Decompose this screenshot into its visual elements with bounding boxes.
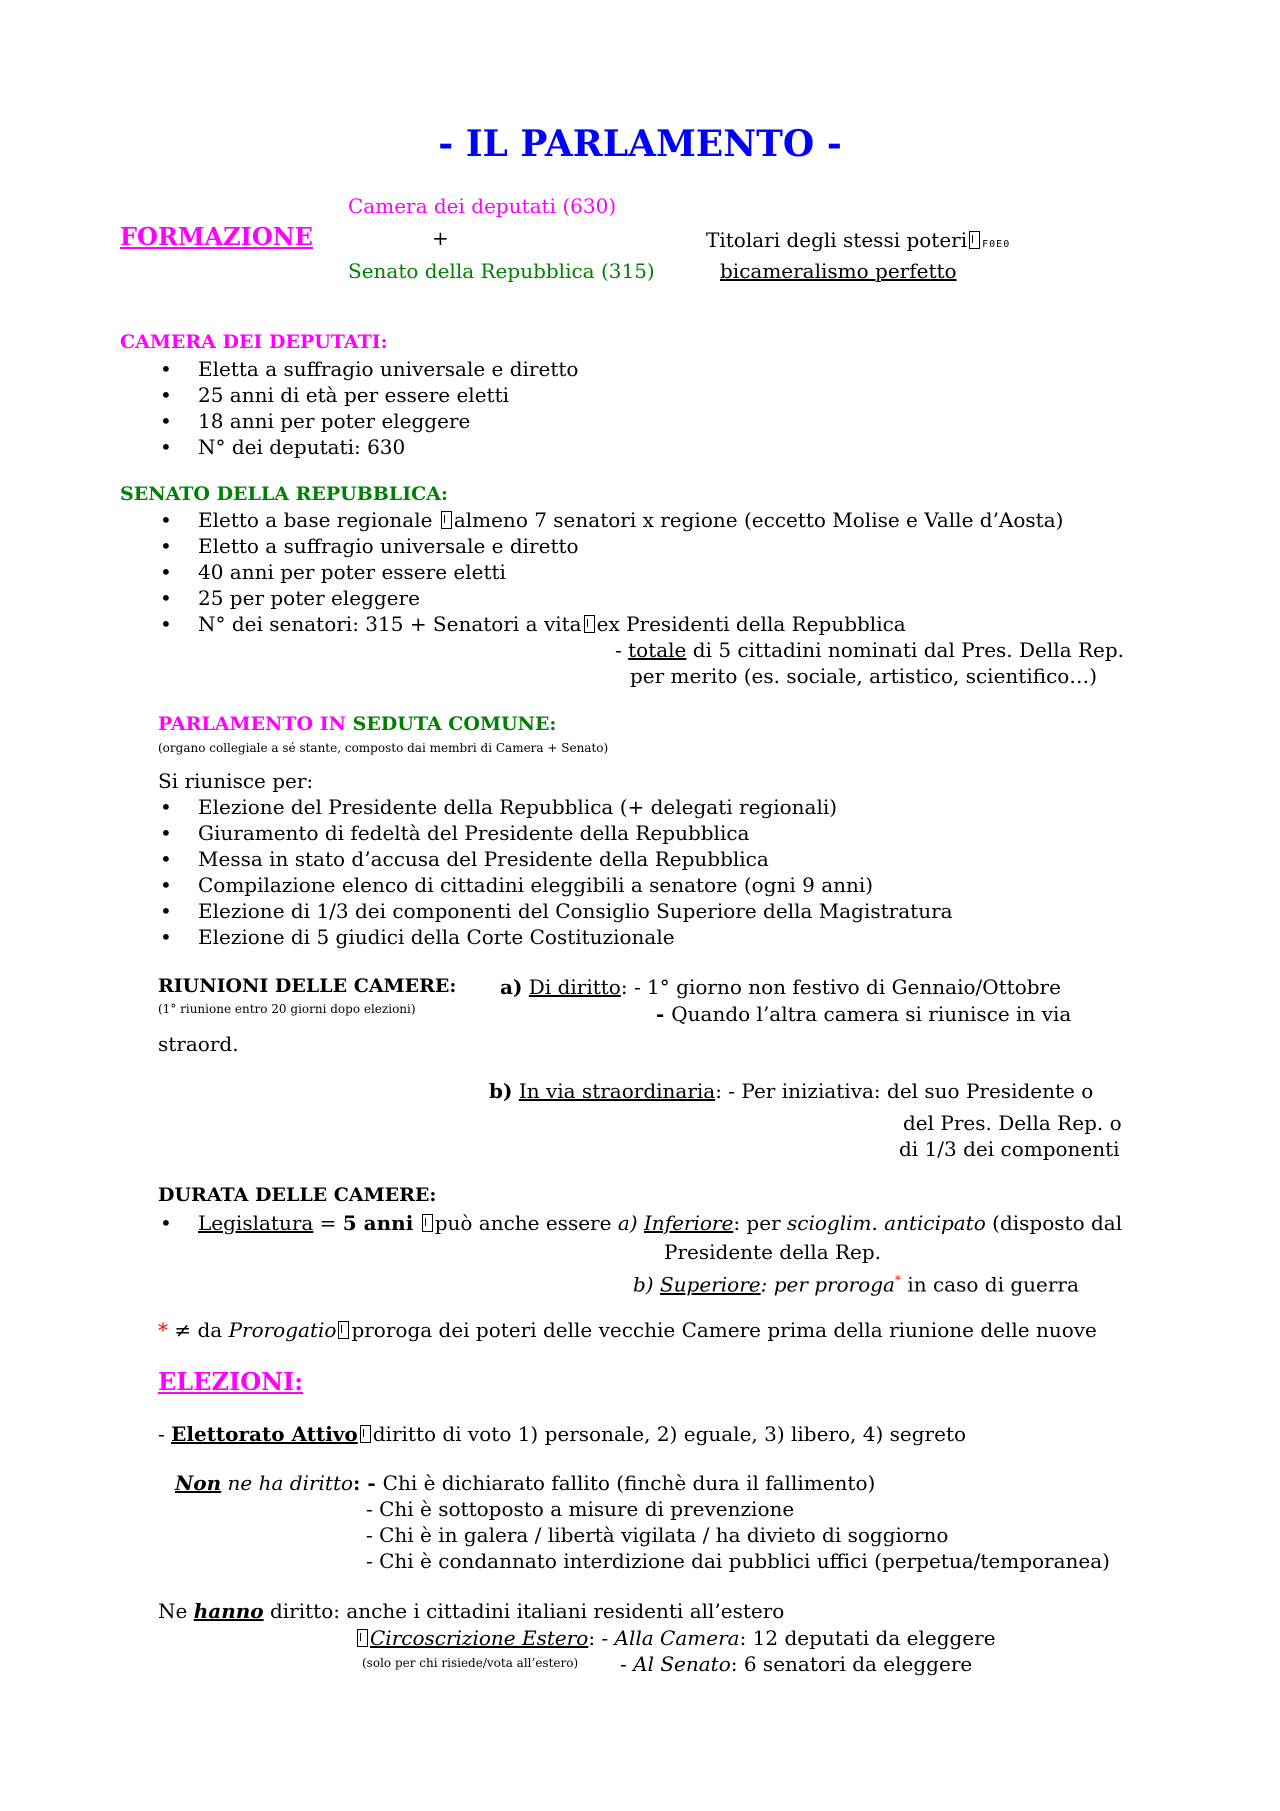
bicameralismo: bicameralismo perfetto (720, 259, 957, 283)
titolari-label: Titolari degli stessi poteri (706, 228, 968, 252)
arrow-glyph-icon (441, 511, 452, 529)
circoscrizione-line: Circoscrizione Estero: - Alla Camera: 12 deputati da eleggere (355, 1625, 996, 1651)
list-item: • Elezione di 1/3 dei componenti del Consiglio Superiore della Magistratura (158, 898, 953, 924)
riunioni-b-line1: b) In via straordinaria: - Per iniziativa: del suo Presidente o (489, 1079, 1094, 1103)
camera-count: Camera dei deputati (630) (348, 194, 617, 218)
senato-sub-line2: per merito (es. sociale, artistico, scientifico…) (630, 664, 1098, 688)
riunioni-b-line3: di 1/3 dei componenti (899, 1137, 1120, 1161)
senato-sub-line1: - totale di 5 cittadini nominati dal Pres. Della Rep. (615, 638, 1125, 662)
plus-sign: + (432, 226, 449, 250)
riunioni-heading: RIUNIONI DELLE CAMERE: (158, 975, 457, 997)
senato-estero-line: - Al Senato: 6 senatori da eleggere (620, 1652, 973, 1676)
list-item: • Eletta a suffragio universale e diretto (158, 356, 578, 382)
senato-list (158, 507, 1063, 637)
durata-a-line2: Presidente della Rep. (664, 1240, 882, 1264)
non-item: - Chi è condannato interdizione dai pubblici uffici (perpetua/temporanea) (366, 1549, 1110, 1573)
camera-heading: CAMERA DEI DEPUTATI: (120, 331, 388, 353)
arrow-glyph-icon (584, 615, 595, 633)
riunioni-a-line1: a) Di diritto: - 1° giorno non festivo di Gennaio/Ottobre (500, 975, 1061, 999)
durata-heading: DURATA DELLE CAMERE: (158, 1184, 437, 1206)
list-item: • Messa in stato d’accusa del Presidente della Repubblica (158, 846, 953, 872)
titolari-text (706, 227, 1010, 258)
straord-text: straord. (158, 1032, 239, 1056)
non-item: - Chi è sottoposto a misure di prevenzione (366, 1497, 795, 1521)
non-ne-ha-diritto: Non ne ha diritto: - Chi è dichiarato fallito (finchè dura il fallimento) (175, 1471, 876, 1495)
circoscrizione-note: (solo per chi risiede/vota all’estero) (362, 1656, 579, 1670)
arrow-glyph-icon (360, 1425, 371, 1443)
list-item: • Elezione di 5 giudici della Corte Costituzionale (158, 924, 953, 950)
list-item: • 25 per poter eleggere (158, 585, 1063, 611)
elettorato-attivo-line: - Elettorato Attivo diritto di voto 1) personale, 2) eguale, 3) libero, 4) segreto (158, 1422, 967, 1446)
non-item: - Chi è in galera / libertà vigilata / ha divieto di soggiorno (366, 1523, 949, 1547)
camera-list (158, 356, 578, 460)
list-item: • 18 anni per poter eleggere (158, 408, 578, 434)
formazione-label: FORMAZIONE (120, 222, 313, 251)
seduta-list (158, 794, 953, 950)
list-item: • N° dei deputati: 630 (158, 434, 578, 460)
list-item: • Eletto a base regionale almeno 7 senatori x regione (eccetto Molise e Valle d’Aosta) (158, 507, 1063, 533)
seduta-heading: PARLAMENTO IN SEDUTA COMUNE: (158, 713, 557, 735)
list-item: • N° dei senatori: 315 + Senatori a vita ex Presidenti della Repubblica (158, 611, 1063, 637)
glyph-code: F0E0 (982, 239, 1011, 250)
arrow-glyph-icon (357, 1629, 368, 1647)
hanno-diritto: Ne hanno diritto: anche i cittadini italiani residenti all’estero (158, 1599, 785, 1623)
list-item: • 25 anni di età per essere eletti (158, 382, 578, 408)
senato-heading: SENATO DELLA REPUBBLICA: (120, 483, 448, 505)
page-title: - IL PARLAMENTO - (438, 123, 842, 165)
elezioni-heading: ELEZIONI: (158, 1367, 304, 1396)
list-item: • Legislatura = 5 anni può anche essere a) Inferiore: per scioglim. anticipato (disposto dal (158, 1210, 1122, 1236)
durata-b-line: b) Superiore: per proroga* in caso di guerra (633, 1272, 1079, 1297)
durata-list (158, 1210, 1122, 1236)
arrow-glyph-icon (338, 1321, 349, 1339)
riunioni-b-line2: del Pres. Della Rep. o (903, 1111, 1122, 1135)
list-item: • Elezione del Presidente della Repubblica (+ delegati regionali) (158, 794, 953, 820)
prorogatio-line: * ≠ da Prorogatio proroga dei poteri delle vecchie Camere prima della riunione delle nuove (158, 1318, 1097, 1342)
list-item: • Giuramento di fedeltà del Presidente della Repubblica (158, 820, 953, 846)
list-item: • Eletto a suffragio universale e diretto (158, 533, 1063, 559)
seduta-intro: Si riunisce per: (158, 769, 314, 793)
list-item: • 40 anni per poter essere eletti (158, 559, 1063, 585)
senato-count: Senato della Repubblica (315) (348, 259, 655, 283)
riunioni-a-line2: - Quando l’altra camera si riunisce in via (656, 1002, 1072, 1026)
list-item: • Compilazione elenco di cittadini eleggibili a senatore (ogni 9 anni) (158, 872, 953, 898)
seduta-note: (organo collegiale a sé stante, composto dai membri di Camera + Senato) (158, 741, 609, 755)
arrow-glyph-icon (969, 231, 980, 249)
arrow-glyph-icon (422, 1214, 433, 1232)
riunioni-note: (1° riunione entro 20 giorni dopo elezioni) (158, 1002, 416, 1016)
